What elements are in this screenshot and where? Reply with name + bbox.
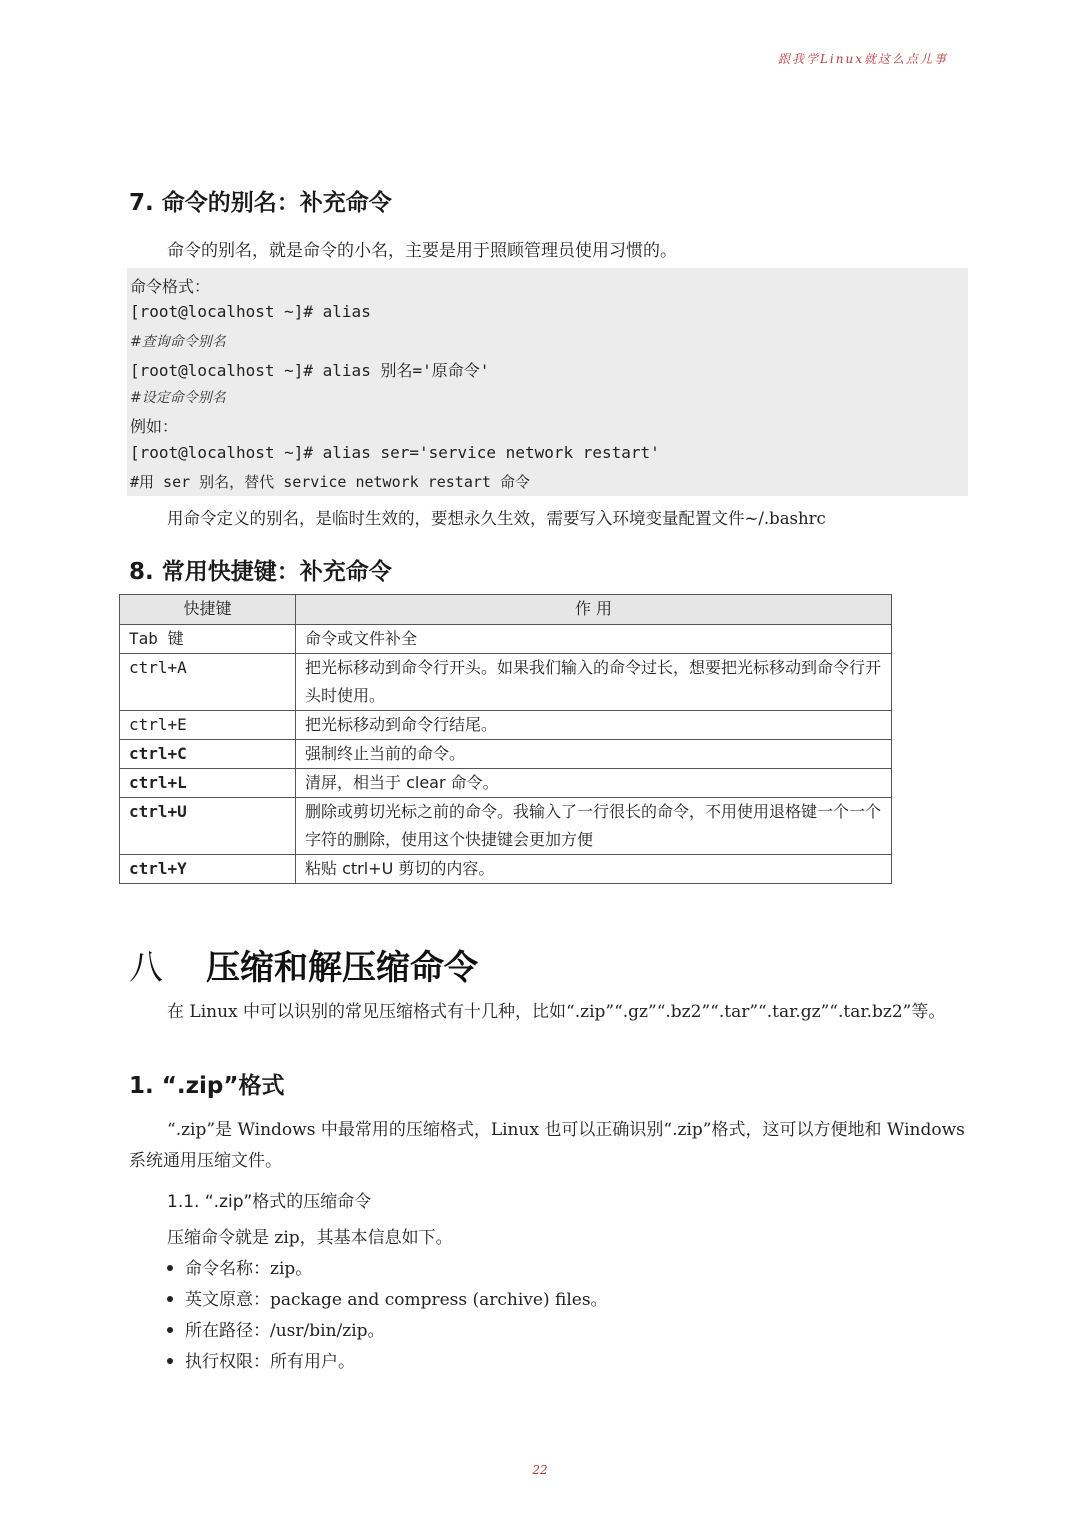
list-item-text: 执行权限：所有用户。 <box>185 1352 355 1372</box>
list-item <box>167 1285 608 1310</box>
list-item <box>167 1316 385 1341</box>
table-row <box>120 855 892 884</box>
zip-sub-heading: 1.1. “.zip”格式的压缩命令 <box>167 1192 372 1212</box>
shortcut-desc: 清屏，相当于 clear 命令。 <box>296 769 892 798</box>
shortcut-key: ctrl+A <box>120 654 296 711</box>
zip-sub-intro: 压缩命令就是 zip，其基本信息如下。 <box>167 1228 453 1248</box>
shortcut-table <box>119 594 892 884</box>
zip-intro: “.zip”是 Windows 中最常用的压缩格式，Linux 也可以正确识别“.zip”格式，这可以方便地和 Windows 系统通用压缩文件。 <box>129 1120 965 1171</box>
shortcut-key: ctrl+L <box>120 769 296 798</box>
section-7-intro: 命令的别名，就是命令的小名，主要是用于照顾管理员使用习惯的。 <box>167 241 677 261</box>
list-item-text: 英文原意：package and compress (archive) files。 <box>185 1290 608 1310</box>
page-number: 22 <box>532 1463 548 1477</box>
code-line-format: 命令格式： <box>130 277 211 296</box>
table-row <box>120 654 892 711</box>
section-8-heading: 8. 常用快捷键：补充命令 <box>129 559 392 585</box>
bullet-icon <box>167 1327 173 1333</box>
section-7-heading: 7. 命令的别名：补充命令 <box>129 190 392 216</box>
bullet-icon <box>167 1296 173 1302</box>
list-item-text: 所在路径：/usr/bin/zip。 <box>185 1321 385 1341</box>
table-row <box>120 769 892 798</box>
shortcut-desc: 命令或文件补全 <box>296 625 892 654</box>
table-row <box>120 625 892 654</box>
shortcut-key: Tab 键 <box>120 625 296 654</box>
shortcut-desc: 粘贴 ctrl+U 剪切的内容。 <box>296 855 892 884</box>
code-comment-ser: #用 ser 别名，替代 service network restart 命令 <box>130 473 530 491</box>
list-item-text: 命令名称：zip。 <box>185 1259 313 1279</box>
table-header-key: 快捷键 <box>120 595 296 625</box>
shortcut-key: ctrl+U <box>120 798 296 855</box>
shortcut-key: ctrl+E <box>120 711 296 740</box>
shortcut-key: ctrl+C <box>120 740 296 769</box>
code-comment-query: #查询命令别名 <box>130 334 226 350</box>
table-row <box>120 740 892 769</box>
zip-heading: 1. “.zip”格式 <box>129 1073 285 1099</box>
code-line-alias-ser: [root@localhost ~]# alias ser='service network restart' <box>130 443 660 462</box>
chapter-heading <box>129 940 478 989</box>
chapter-number: 八 <box>129 948 163 988</box>
chapter-title: 压缩和解压缩命令 <box>206 948 478 988</box>
table-row <box>120 798 892 855</box>
shortcut-desc: 删除或剪切光标之前的命令。我输入了一行很长的命令，不用使用退格键一个一个字符的删除，使用这个快捷键会更加方便 <box>296 798 892 855</box>
table-row <box>120 711 892 740</box>
list-item <box>167 1347 355 1372</box>
shortcut-desc: 强制终止当前的命令。 <box>296 740 892 769</box>
running-header: 跟我学Linux就这么点儿事 <box>777 52 948 66</box>
bullet-icon <box>167 1265 173 1271</box>
shortcut-desc: 把光标移动到命令行结尾。 <box>296 711 892 740</box>
shortcut-desc: 把光标移动到命令行开头。如果我们输入的命令过长，想要把光标移动到命令行开头时使用。 <box>296 654 892 711</box>
code-comment-set: #设定命令别名 <box>130 390 226 406</box>
chapter-intro: 在 Linux 中可以识别的常见压缩格式有十几种，比如“.zip”“.gz”“.bz2”“.tar”“.tar.gz”“.tar.bz2”等。 <box>167 1002 946 1022</box>
section-7-note: 用命令定义的别名，是临时生效的，要想永久生效，需要写入环境变量配置文件~/.bashrc <box>167 509 826 528</box>
bullet-icon <box>167 1358 173 1364</box>
code-line-example: 例如： <box>130 417 179 436</box>
table-header-row <box>120 595 892 625</box>
shortcut-key: ctrl+Y <box>120 855 296 884</box>
list-item <box>167 1254 312 1279</box>
code-line-alias-set: [root@localhost ~]# alias 别名='原命令' <box>130 361 490 380</box>
code-line-alias-query: [root@localhost ~]# alias <box>130 302 371 321</box>
table-header-desc: 作 用 <box>296 595 892 625</box>
